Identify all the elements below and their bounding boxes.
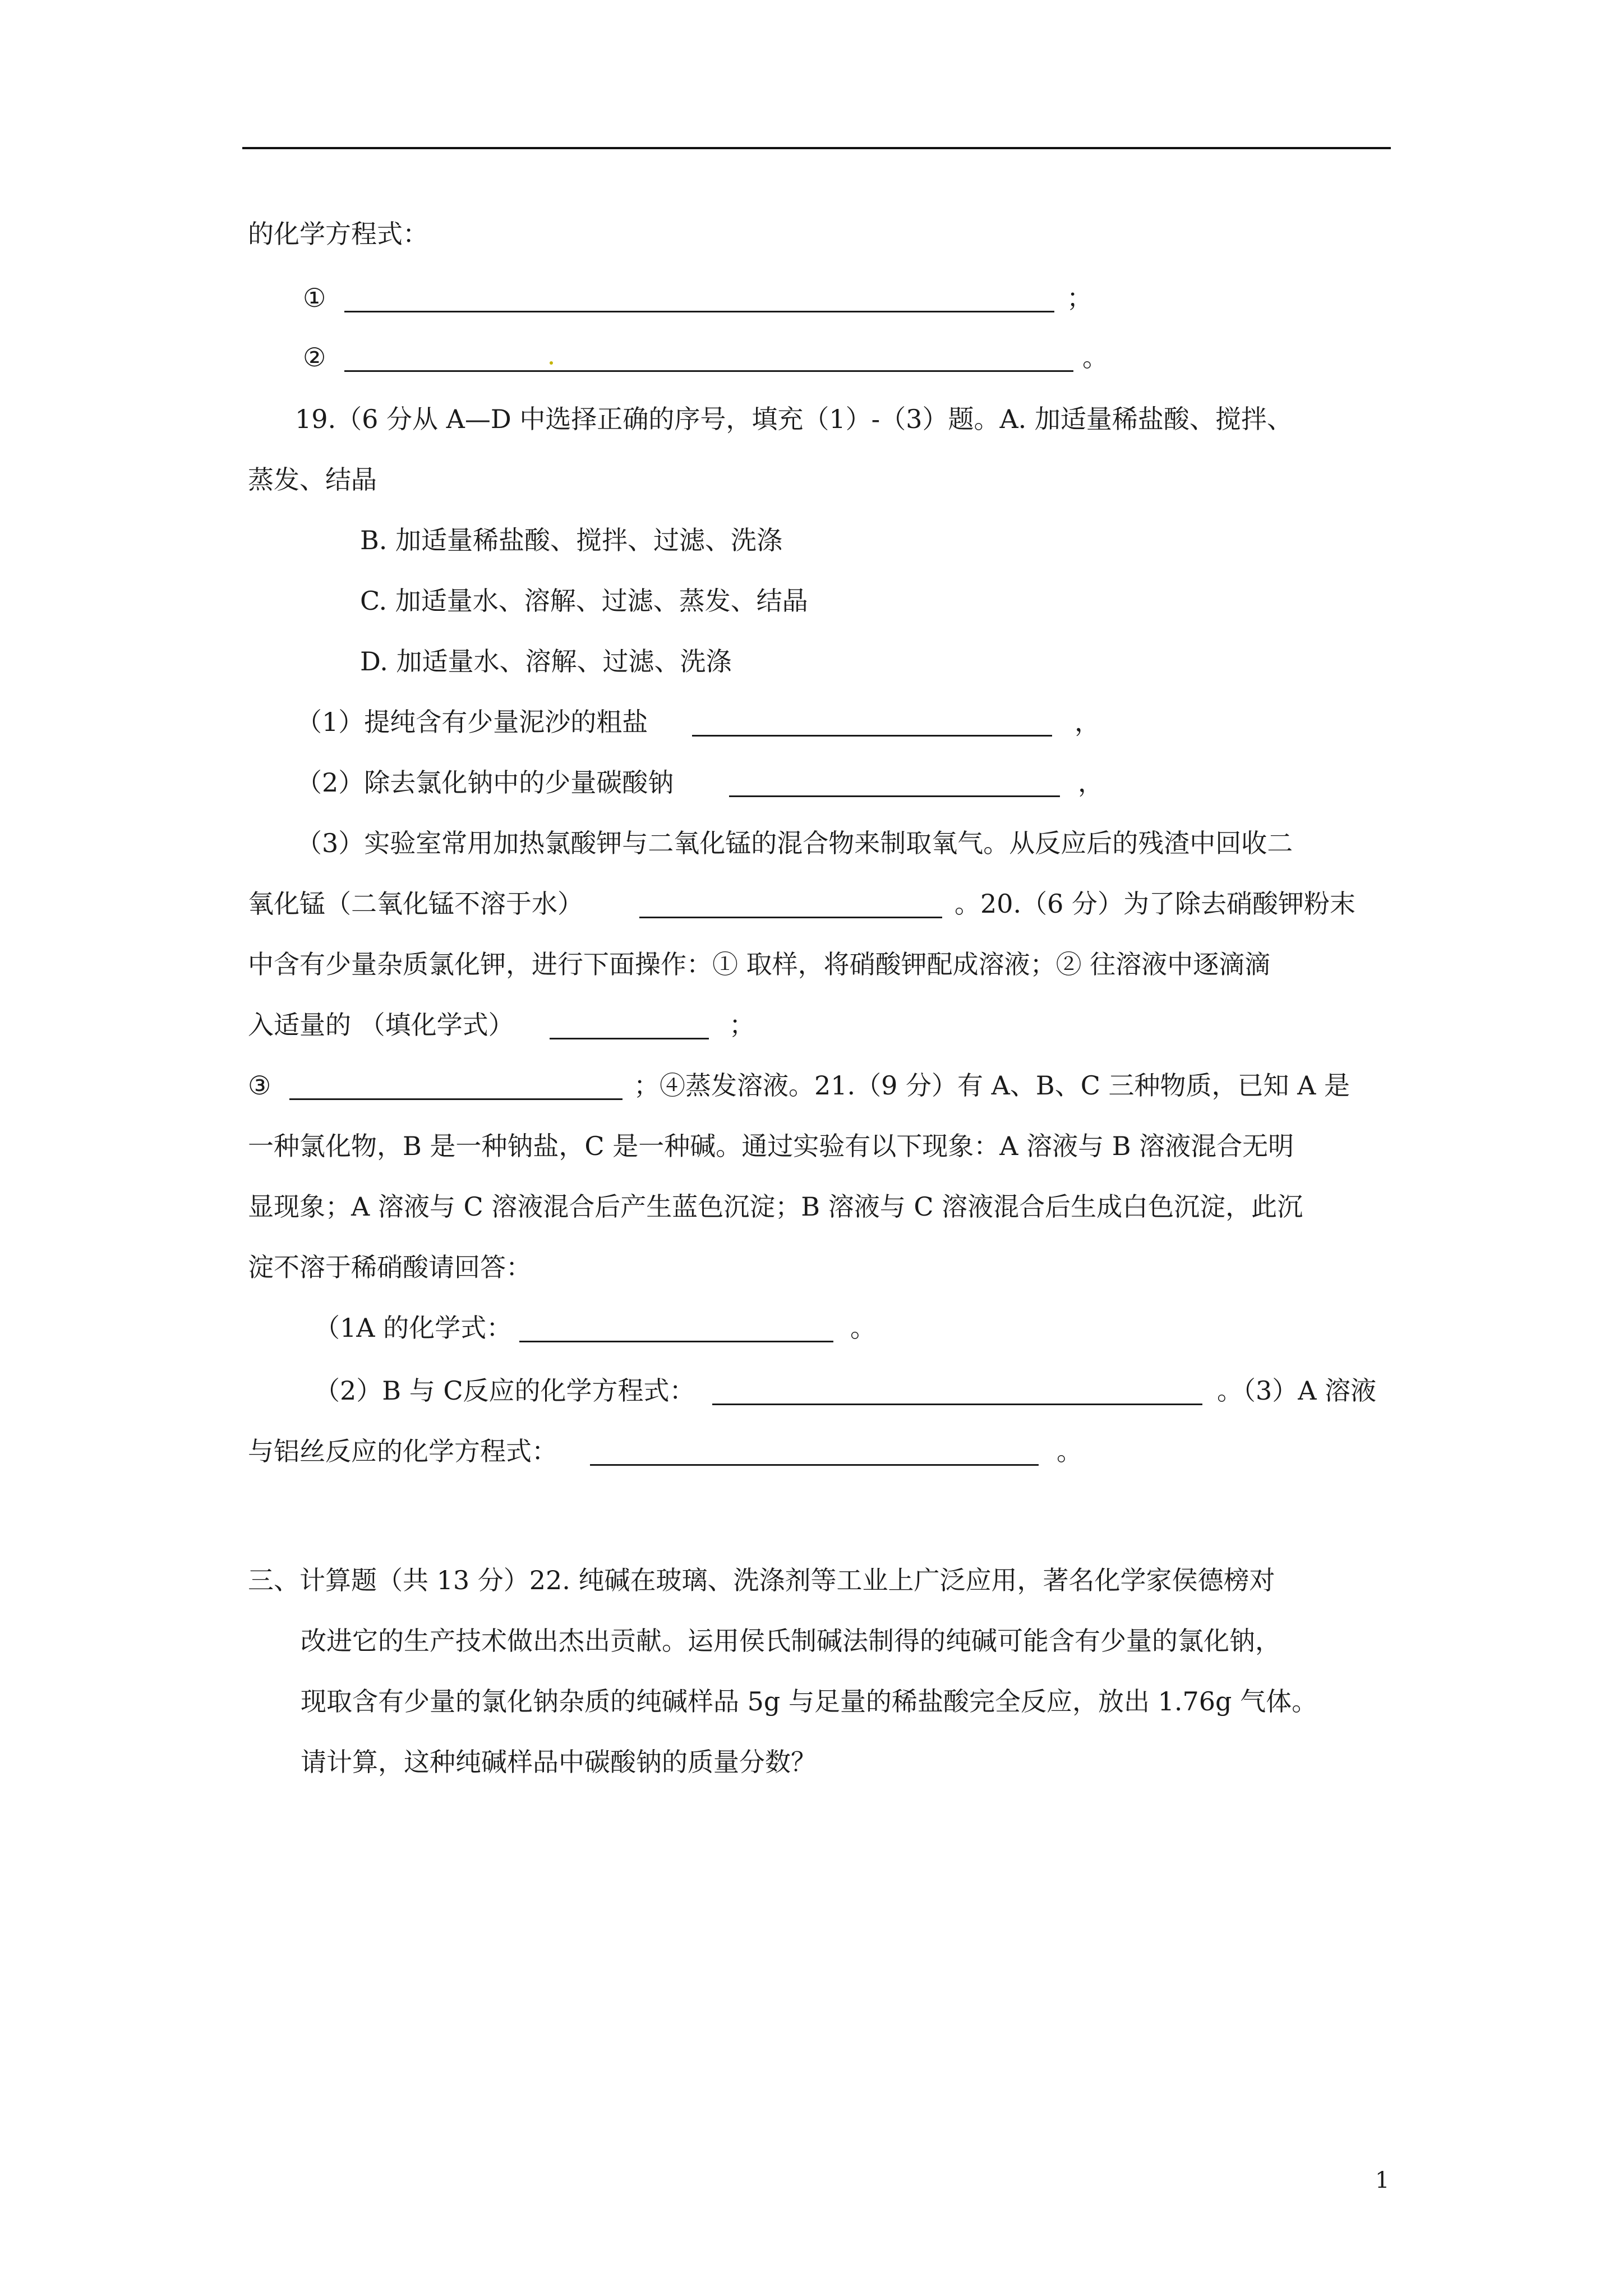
answer-blank[interactable] [344, 370, 1073, 372]
question-19-part-3: （3）实验室常用加热氯酸钾与二氧化锰的混合物来制取氧气。从反应后的残渣中回收二 [296, 828, 1293, 858]
text-line: 请计算，这种纯碱样品中碳酸钠的质量分数？ [301, 1747, 817, 1777]
text-line: 现取含有少量的氯化钠杂质的纯碱样品 5g 与足量的稀盐酸完全反应，放出 1.76g 气体。 [301, 1686, 1318, 1717]
question-20-start: 氧化锰（二氧化锰不溶于水） 。20.（6 分）为了除去硝酸钾粉末 [248, 889, 1356, 919]
option-a-continued: 蒸发、结晶 [248, 464, 377, 495]
answer-blank[interactable] [729, 795, 1060, 797]
ink-speck [550, 361, 553, 365]
answer-blank[interactable] [550, 1038, 709, 1039]
text-line: 中含有少量杂质氯化钾，进行下面操作：① 取样，将硝酸钾配成溶液；② 往溶液中逐滴滴 [248, 949, 1271, 979]
text-line: 入适量的 （填化学式） ； [248, 1010, 755, 1040]
question-19-part-2: （2）除去氯化钠中的少量碳酸钠 ， [296, 767, 1104, 798]
text-line: 淀不溶于稀硝酸请回答： [248, 1252, 532, 1282]
text-line: 显现象；A 溶液与 C 溶液混合后产生蓝色沉淀；B 溶液与 C 溶液混合后生成白色沉淀，此沉 [248, 1191, 1303, 1222]
question-21-part-1: （1A 的化学式： 。 [314, 1313, 876, 1343]
answer-blank[interactable] [289, 1098, 623, 1100]
equation-line-1: ① ； [303, 283, 1092, 313]
header-rule [242, 147, 1391, 149]
text-line: 改进它的生产技术做出杰出贡献。运用侯氏制碱法制得的纯碱可能含有少量的氯化钠， [301, 1626, 1281, 1656]
answer-blank[interactable] [344, 311, 1054, 312]
text-line: 的化学方程式： [248, 219, 428, 249]
answer-blank[interactable] [712, 1404, 1202, 1405]
question-19-heading: 19.（6 分从 A—D 中选择正确的序号，填充（1）-（3）题。A. 加适量稀盐酸、搅拌、 [295, 404, 1293, 434]
option-d: D. 加适量水、溶解、过滤、洗涤 [360, 646, 732, 677]
question-21-part-2: （2）B 与 C反应的化学方程式： 。（3）A 溶液 [314, 1375, 1377, 1406]
answer-blank[interactable] [519, 1341, 833, 1342]
question-21-start: ③ ；④蒸发溶液。21.（9 分）有 A、B、C 三种物质，已知 A 是 [248, 1070, 1350, 1101]
option-c: C. 加适量水、溶解、过滤、蒸发、结晶 [360, 586, 808, 616]
text-line: 一种氯化物，B 是一种钠盐，C 是一种碱。通过实验有以下现象：A 溶液与 B 溶液混合无明 [248, 1131, 1294, 1161]
answer-blank[interactable] [639, 917, 942, 918]
answer-blank[interactable] [692, 735, 1052, 737]
answer-blank[interactable] [590, 1464, 1039, 1466]
equation-line-2: ② 。 [303, 342, 1108, 372]
section-3-heading: 三、计算题（共 13 分）22. 纯碱在玻璃、洗涤剂等工业上广泛应用，著名化学家侯德榜对 [248, 1565, 1275, 1595]
question-21-part-3: 与铝丝反应的化学方程式： 。 [248, 1436, 1082, 1466]
page-number: 1 [1375, 2168, 1390, 2193]
question-19-part-1: （1）提纯含有少量泥沙的粗盐 ， [296, 707, 1100, 737]
option-b: B. 加适量稀盐酸、搅拌、过滤、洗涤 [360, 525, 783, 555]
